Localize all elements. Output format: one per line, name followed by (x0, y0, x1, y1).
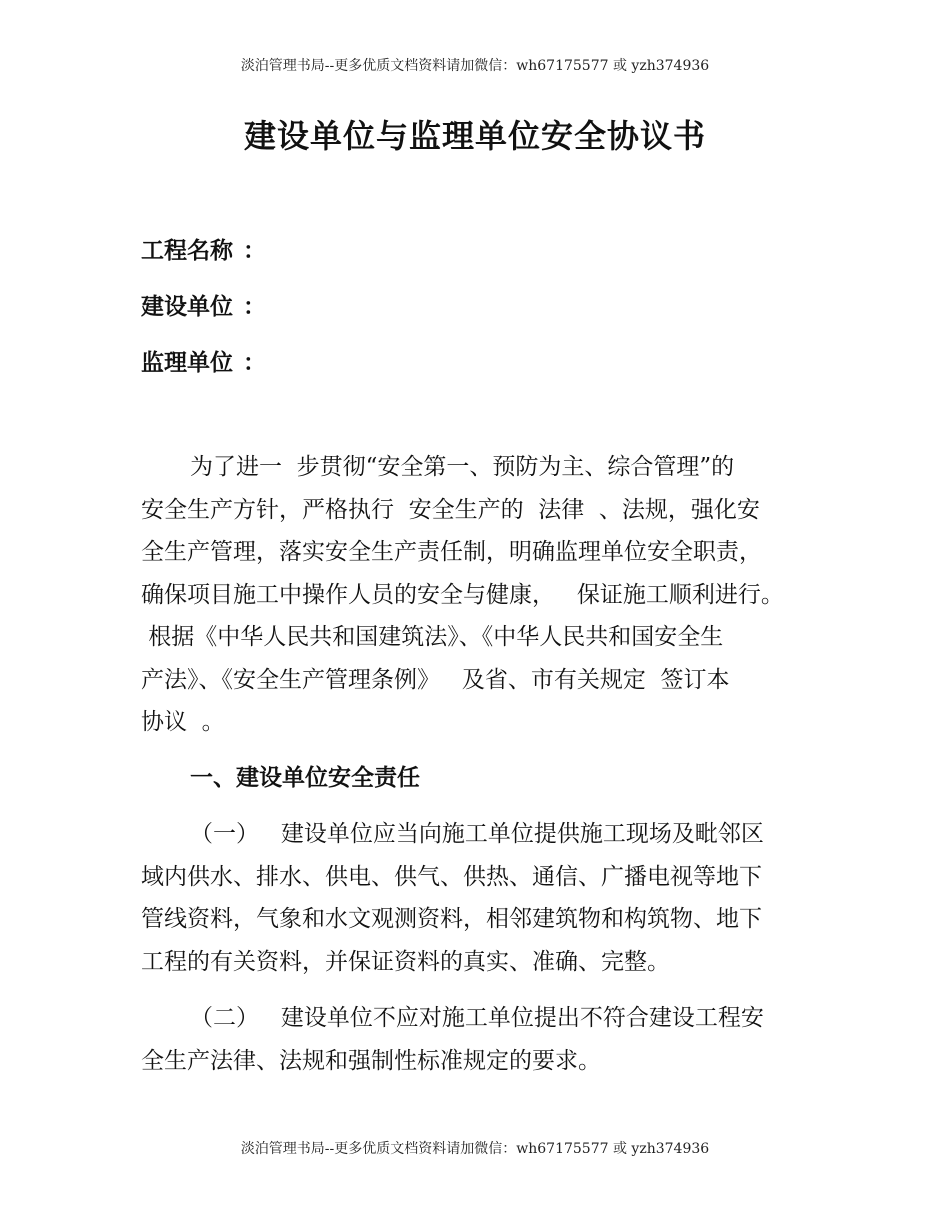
clause-1-paragraph (141, 813, 821, 983)
section-heading-construction-unit-responsibility: 一、建设单位安全责任 (190, 764, 420, 791)
info-row-supervision-unit (141, 347, 266, 379)
paragraph-line: 根据《中华人民共和国建筑法》、《中华人民共和国安全生 (141, 624, 724, 650)
paragraph-line: 产法》、《安全生产管理条例》 及省、市有关规定 签订本 (141, 666, 730, 693)
info-colon: ： (243, 293, 266, 320)
paragraph-line: 安全生产方针，严格执行 安全生产的 法律 、法规，强化安 (141, 496, 760, 523)
paragraph-line: 为了进一 步贯彻“安全第一、预防为主、综合管理”的 (190, 454, 735, 480)
paragraph-line: 确保项目施工中操作人员的安全与健康， 保证施工顺利进行。 (141, 581, 784, 608)
footer-watermark: 淡泊管理书局--更多优质文档资料请加微信：wh67175577 或 yzh374936 (240, 1141, 710, 1157)
paragraph-line: 管线资料，气象和水文观测资料，相邻建筑物和构筑物、地下 (141, 906, 762, 932)
info-label: 工程名称 (141, 237, 233, 264)
info-row-construction-unit (141, 291, 266, 323)
info-label: 建设单位 (141, 293, 233, 320)
info-colon: ： (243, 349, 266, 376)
paragraph-line: 全生产管理，落实安全生产责任制，明确监理单位安全职责， (141, 539, 762, 565)
paragraph-line: 协议 。 (141, 709, 225, 735)
paragraph-line: 全生产法律、法规和强制性标准规定的要求。 (141, 1047, 601, 1074)
paragraph-line: （一） 建设单位应当向施工单位提供施工现场及毗邻区 (190, 821, 764, 847)
clause-2-paragraph (141, 997, 821, 1082)
document-title: 建设单位与监理单位安全协议书 (243, 117, 706, 155)
paragraph-line: （二） 建设单位不应对施工单位提出不符合建设工程安 (190, 1005, 764, 1031)
header-watermark: 淡泊管理书局--更多优质文档资料请加微信：wh67175577 或 yzh374936 (240, 58, 710, 74)
paragraph-line: 域内供水、排水、供电、供气、供热、通信、广播电视等地下 (141, 863, 762, 890)
info-row-project-name (141, 235, 266, 267)
intro-paragraph (141, 446, 821, 744)
info-label: 监理单位 (141, 349, 233, 376)
paragraph-line: 工程的有关资料，并保证资料的真实、准确、完整。 (141, 948, 670, 975)
info-colon: ： (243, 237, 266, 264)
